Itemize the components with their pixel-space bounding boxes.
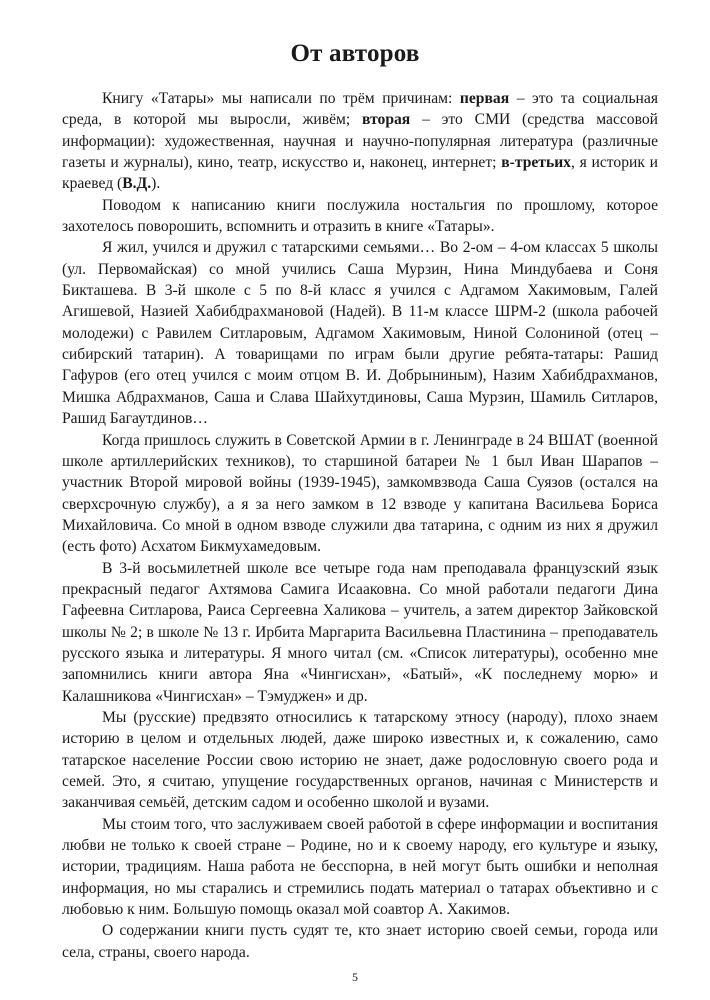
paragraph: Поводом к написанию книги послужила ностальгия по прошлому, которое захотелось поворошить, вспомнить и отразить в книге «Татары». xyxy=(62,196,658,236)
paragraph: Я жил, учился и дружил с татарскими семьями… Во 2-ом – 4-ом классах 5 школы (ул. Первомайская) со мной учились Саша Мурзин, Нина Миндубаева и Соня Бикташева. В 3-й школе с 5 по 8-й класс я учился с Адгамом Хакимовым, Галей Агишевой, Назией Хабибдрахмановой (Надей). В 11-м классе ШРМ-2 (школа рабочей молодежи) с Равилем Ситларовым, Адгамом Хакимовым, Ниной Солониной (отец – сибирский татарин). А товарищами по играм были другие ребята-татары: Рашид Гафуров (его отец учился с моим отцом В. И. Добрыниным), Назим Хабибдрахманов, Мишка Абдрахманов, Саша и Слава Шайхутдиновы, Саша Мурзин, Шамиль Ситларов, Рашид Багаутдинов… xyxy=(62,239,658,428)
page-number: 5 xyxy=(352,970,358,984)
page-title: От авторов xyxy=(290,40,420,67)
paragraph: Книгу «Татары» мы написали по трём причинам: первая – это та социальная среда, в которой мы выросли, живём; вторая – это СМИ (средства массовой информации): художественная, научная и научно-популярная литература (различные газеты и журналы), кино, театр, искусство и, наконец, интернет; в-третьих, я историк и краевед (В.Д.). xyxy=(62,90,658,193)
paragraph: В 3-й восьмилетней школе все четыре года нам преподавала французский язык прекрасный педагог Ахтямова Самига Исааковна. Со мной работали педагоги Дина Гафеевна Ситларова, Раиса Сергеевна Халикова – учитель, а затем директор Зайковской школы № 2; в школе № 13 г. Ирбита Маргарита Васильевна Пластинина – преподаватель русского языка и литературы. Я много читал (см. «Список литературы), особенно мне запомнились книги автора Яна «Чингисхан», «Батый», «К последнему морю» и Калашникова «Чингисхан» – Тэмуджен» и др. xyxy=(62,559,658,705)
paragraph: О содержании книги пусть судят те, кто знает историю своей семьи, города или села, страны, своего народа. xyxy=(62,922,658,961)
body-text xyxy=(62,88,658,963)
paragraph: Когда пришлось служить в Советской Армии в г. Ленинграде в 24 ВШАТ (военной школе артиллерийских техников), то старшиной батареи № 1 был Иван Шарапов – участник Второй мировой войны (1939-1945), замкомвзвода Саша Суязов (остался на сверхсрочную службу), а я за него замком в 12 взводе у капитана Васильева Бориса Михайловича. Со мной в одном взводе служили два татарина, с одним из них я дружил (есть фото) Асхатом Бикмухамедовым. xyxy=(62,431,658,556)
paragraph: Мы (русские) предвзято относились к татарскому этносу (народу), плохо знаем историю в целом и отдельных людей, даже широко известных и, к сожалению, само татарское население России свою историю не знает, даже родословную своего рода и семей. Это, я считаю, упущение государственных органов, начиная с Министерств и заканчивая семьёй, детским садом и особенно школой и вузами. xyxy=(62,708,658,812)
paragraph: Мы стоим того, что заслуживаем своей работой в сфере информации и воспитания любви не только к своей стране – Родине, но и к своему народу, его культуре и языку, истории, традициям. Наша работа не бесспорна, в ней могут быть ошибки и неполная информация, но мы старались и стремились подать материал о татарах объективно и с любовью к ним. Большую помощь оказал мой соавтор А. Хакимов. xyxy=(62,815,658,919)
